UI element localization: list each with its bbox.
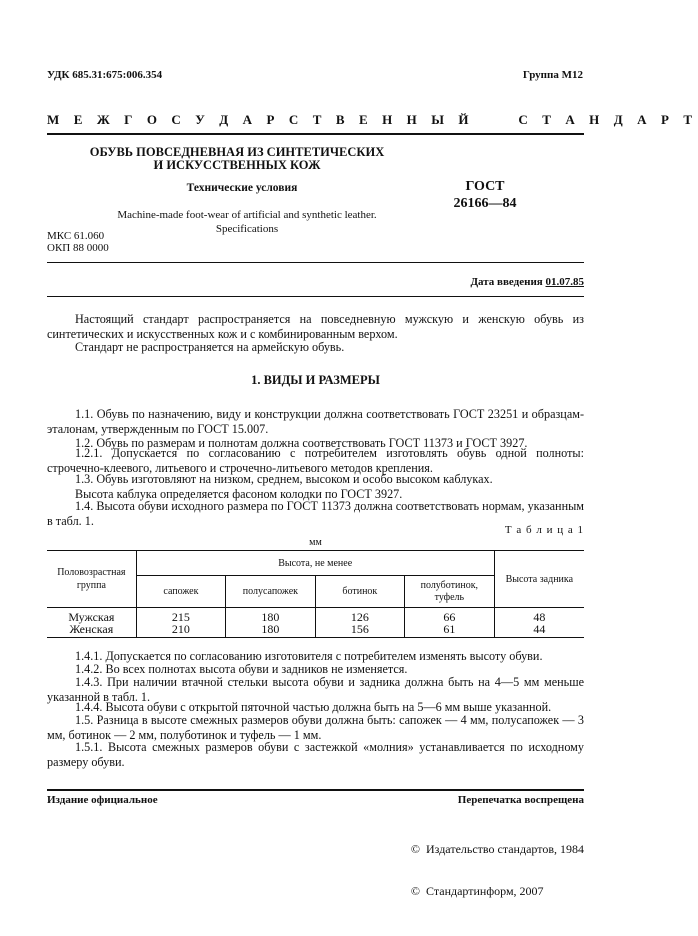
date-rule	[47, 296, 584, 297]
table-cell-heel: 44	[494, 623, 584, 638]
english-title-line-2: Specifications	[215, 223, 279, 235]
gost-label: ГОСТ	[465, 179, 505, 194]
subtitle: Технические условия	[186, 182, 298, 194]
clause-1-3: 1.3. Обувь изготовляют на низком, среднем, высоком и особо высоком каблуках.	[75, 472, 493, 486]
clause-1-2: 1.2. Обувь по размерам и полнотам должна соответствовать ГОСТ 11373 и ГОСТ 3927.	[75, 436, 528, 450]
classification-codes	[47, 230, 109, 254]
udk-code: УДК 685.31:675:006.354	[47, 69, 163, 81]
table-header-group: Половозрастная группа	[47, 551, 136, 608]
clause-1-5-1: 1.5.1. Высота смежных размеров обуви с застежкой «молния» устанавливается по исходному размеру обуви.	[47, 740, 584, 769]
title-line-2: И ИСКУССТВЕННЫХ КОЖ	[153, 158, 321, 172]
clause-1-4: 1.4. Высота обуви исходного размера по ГОСТ 11373 должна соответствовать нормам, указанным в табл. 1.	[47, 499, 584, 528]
clause-1-1: 1.1. Обувь по назначению, виду и конструкции должна соответствовать ГОСТ 23251 и образцам-эталонам, утвержденным по ГОСТ 15.007.	[47, 407, 584, 436]
intro-paragraph-2: Стандарт не распространяется на армейскую обувь.	[75, 340, 345, 354]
table-cell: 156	[315, 623, 404, 638]
clause-1-4-1: 1.4.1. Допускается по согласованию изготовителя с потребителем изменять высоту обуви.	[75, 649, 543, 663]
table-subheader: сапожек	[136, 576, 225, 608]
footer-rule	[47, 789, 584, 791]
table-cell-group: Женская	[47, 623, 136, 638]
clause-1-4-2: 1.4.2. Во всех полнотах высота обуви и задников не изменяется.	[75, 662, 408, 676]
standard-banner: М Е Ж Г О С У Д А Р С Т В Е Н Н Ы Й С Т А Н Д А Р Т	[47, 112, 698, 127]
english-title-line-1: Machine-made foot-wear of artificial and synthetic leather.	[117, 209, 377, 221]
clause-1-5: 1.5. Разница в высоте смежных размеров обуви должна быть: сапожек — 4 мм, полусапожек — 3 мм, ботинок — 2 мм, полуботинок и туфель — 1 мм.	[47, 713, 584, 742]
table-row	[47, 608, 584, 624]
clause-1-3-heel: Высота каблука определяется фасоном колодки по ГОСТ 3927.	[75, 487, 403, 501]
okp-code: ОКП 88 0000	[47, 242, 109, 254]
table-cell: 180	[226, 608, 316, 624]
table-cell: 215	[136, 608, 225, 624]
document-title	[47, 146, 427, 172]
table-subheader: полусапожек	[226, 576, 316, 608]
group-code: Группа М12	[522, 69, 583, 81]
table-cell: 61	[405, 623, 495, 638]
mks-code: МКС 61.060	[47, 230, 105, 242]
table-header-heel: Высота задника	[494, 551, 584, 608]
table-subheader: ботинок	[315, 576, 404, 608]
copyright-line-1: © Издательство стандартов, 1984	[410, 842, 584, 856]
heights-table	[47, 550, 584, 638]
clause-1-4-3: 1.4.3. При наличии втачной стельки высота обуви и задника должна быть на 4—5 мм меньше указанной в табл. 1.	[47, 675, 584, 704]
table-header-heights: Высота, не менее	[136, 551, 494, 576]
section-heading: 1. ВИДЫ И РАЗМЕРЫ	[251, 373, 380, 387]
intro-paragraph-1: Настоящий стандарт распространяется на повседневную мужскую и женскую обувь из синтетических и искусственных кож и с комбинированным верхом.	[47, 312, 584, 341]
table-cell: 66	[405, 608, 495, 624]
banner-rule	[47, 133, 584, 135]
copyright-line-2: © Стандартинформ, 2007	[410, 884, 544, 898]
table-cell-group: Мужская	[47, 608, 136, 624]
table-caption: Т а б л и ц а 1	[504, 524, 584, 536]
table-cell: 180	[226, 623, 316, 638]
table-cell: 210	[136, 623, 225, 638]
reprint-notice: Перепечатка воспрещена	[457, 794, 584, 806]
table-unit: мм	[309, 537, 322, 548]
official-edition: Издание официальное	[47, 794, 158, 806]
table-cell: 126	[315, 608, 404, 624]
table-row	[47, 623, 584, 638]
table-subheader: полуботинок, туфель	[405, 576, 495, 608]
copyright-block	[411, 814, 584, 912]
table-cell-heel: 48	[533, 610, 546, 624]
gost-number: 26166—84	[453, 196, 517, 211]
gost-designation	[440, 178, 530, 212]
intro-date	[470, 276, 584, 288]
intro-date-label: Дата введения	[470, 276, 543, 288]
intro-date-value: 01.07.85	[545, 276, 584, 288]
clause-1-4-4: 1.4.4. Высота обуви с открытой пяточной частью должна быть на 5—6 мм выше указанной.	[75, 700, 552, 714]
title-line-1: ОБУВЬ ПОВСЕДНЕВНАЯ ИЗ СИНТЕТИЧЕСКИХ	[89, 145, 385, 159]
clause-1-2-1: 1.2.1. Допускается по согласованию с потребителем изготовлять обувь одной полноты: строчечно-клеевого, литьевого и строчечно-литьевого методов крепления.	[47, 446, 584, 475]
header-rule	[47, 262, 584, 263]
